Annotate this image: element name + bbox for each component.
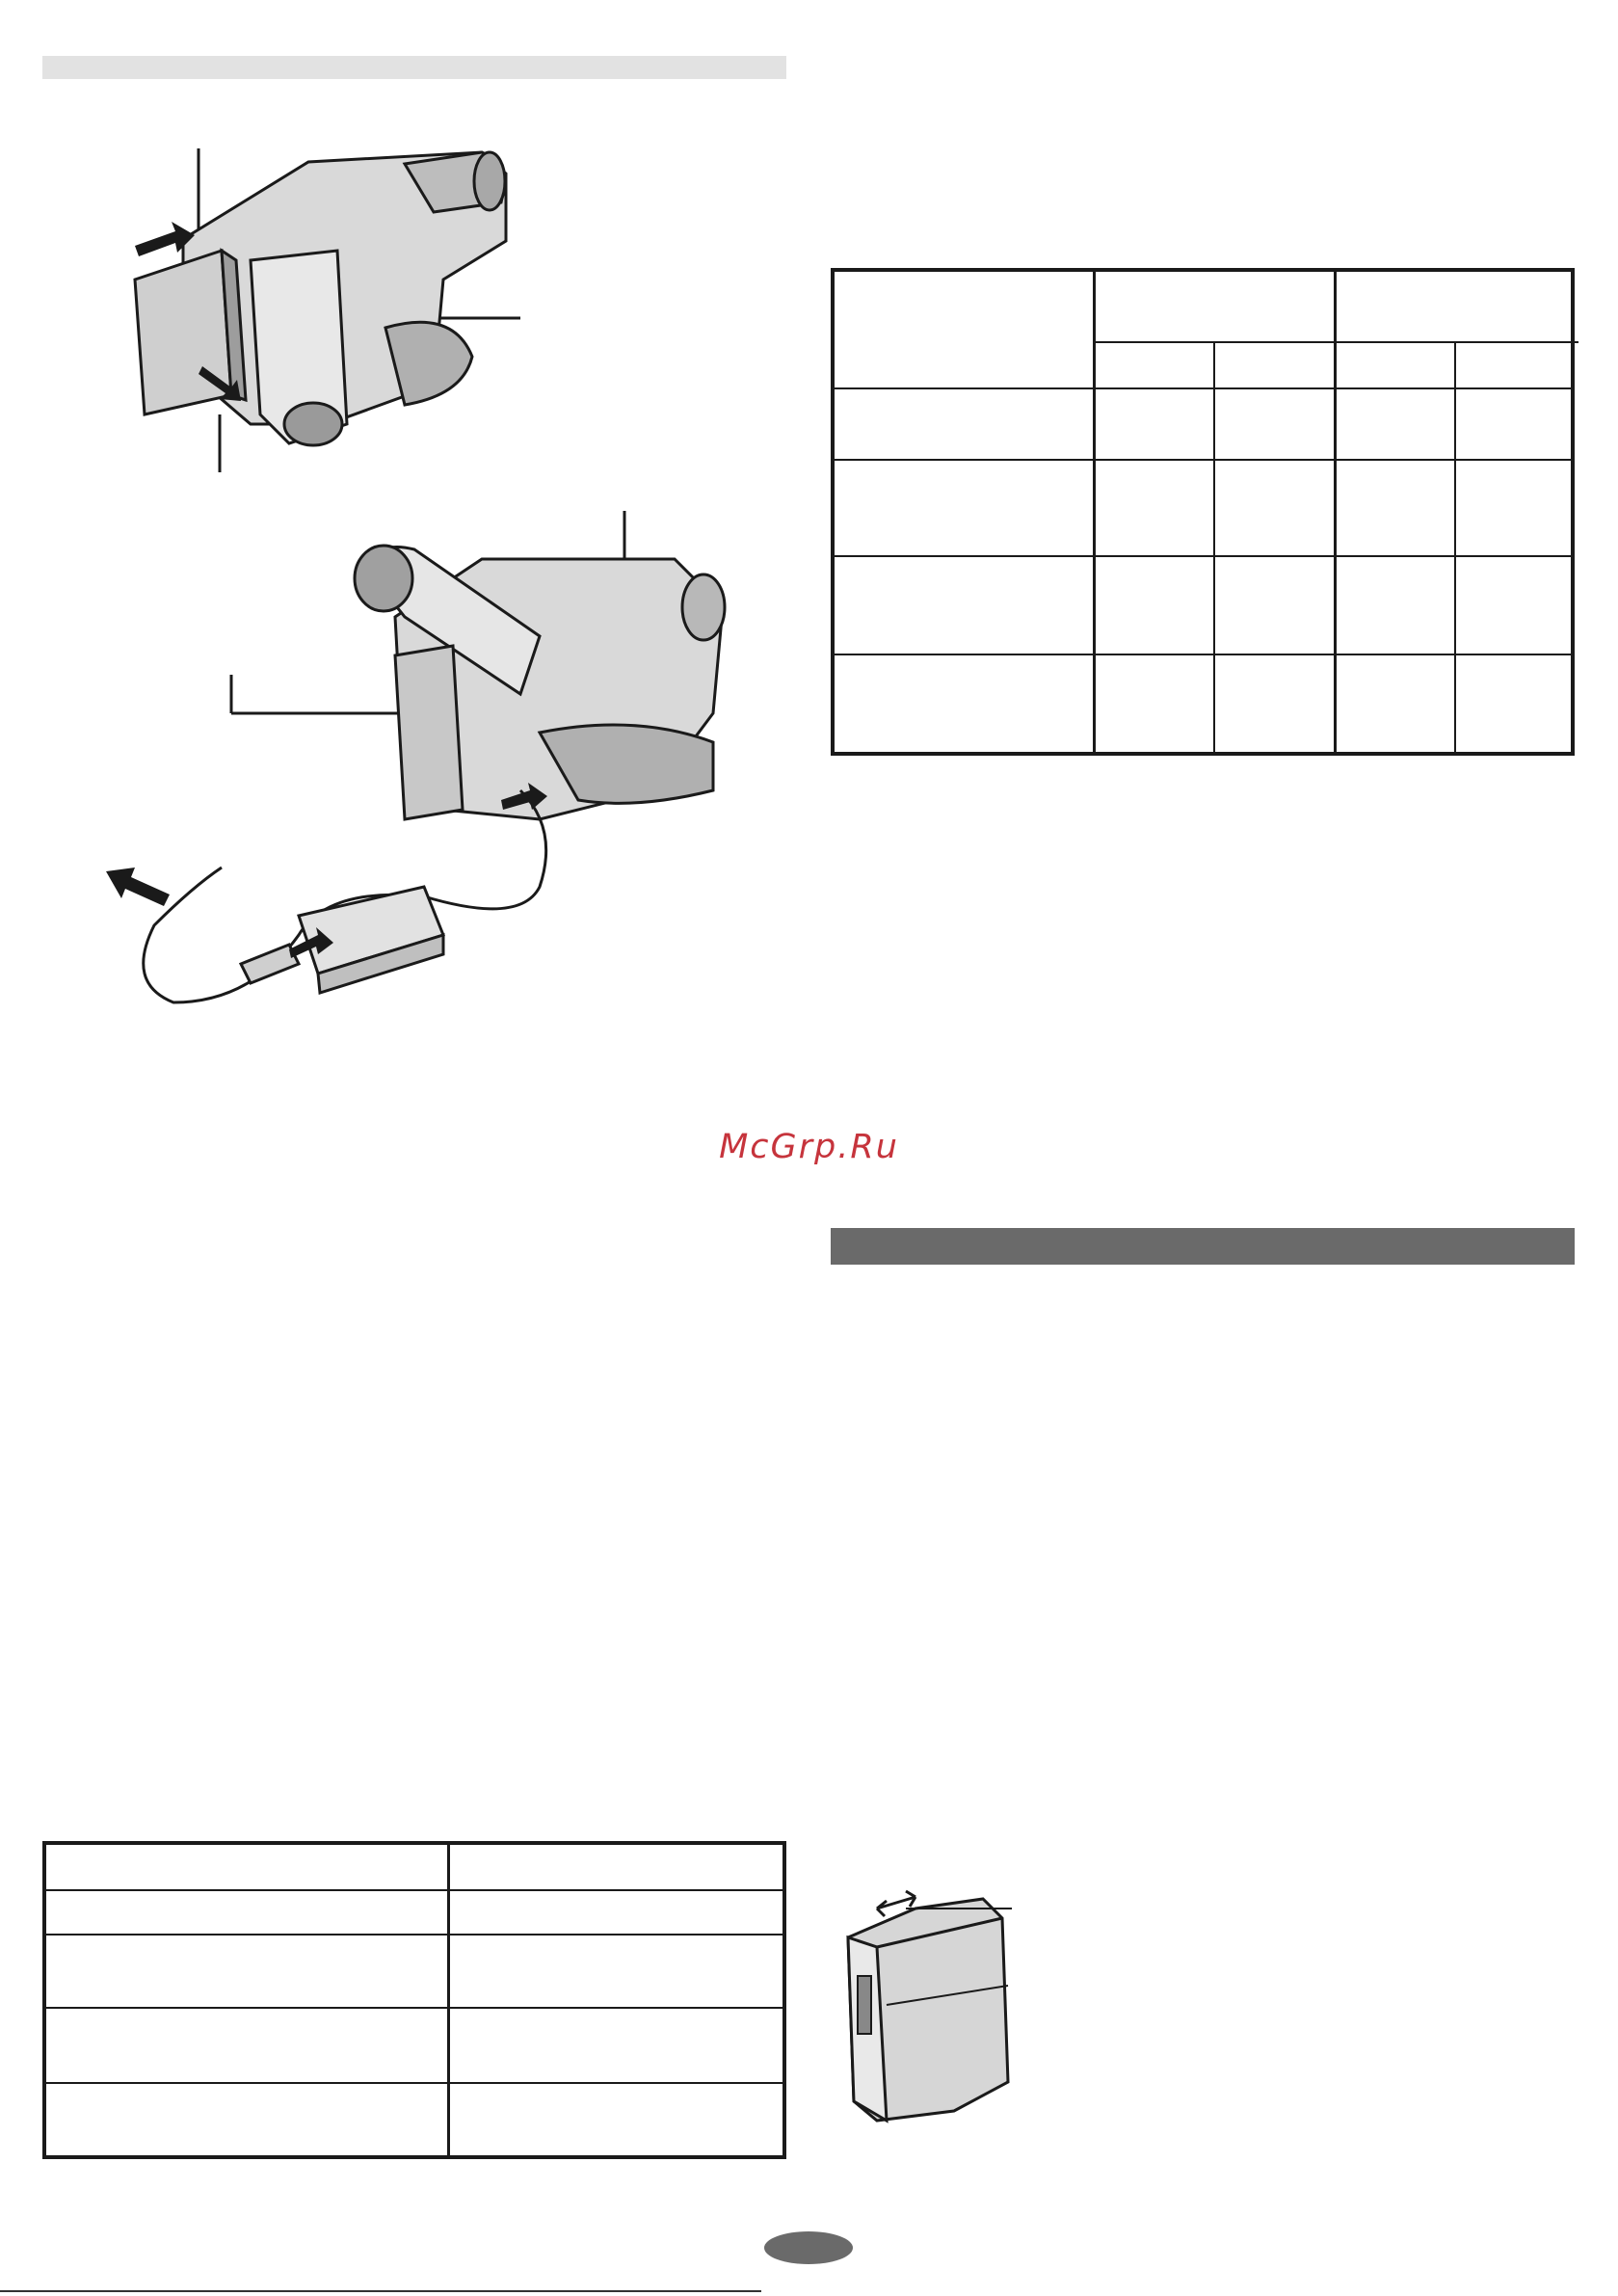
battery-pack-illustration [838, 1880, 1031, 2130]
arrow-icon [106, 868, 170, 906]
specification-table [831, 268, 1575, 756]
watermark: McGrp.Ru [719, 1128, 899, 1166]
camcorder-power-illustration [135, 501, 752, 1041]
bottom-rule [0, 2290, 761, 2292]
section-header-bar-dark [831, 1228, 1575, 1265]
info-table [42, 1841, 786, 2159]
camcorder-battery-illustration [116, 135, 540, 482]
section-header-bar [42, 56, 786, 79]
page-number-marker [764, 2231, 853, 2264]
